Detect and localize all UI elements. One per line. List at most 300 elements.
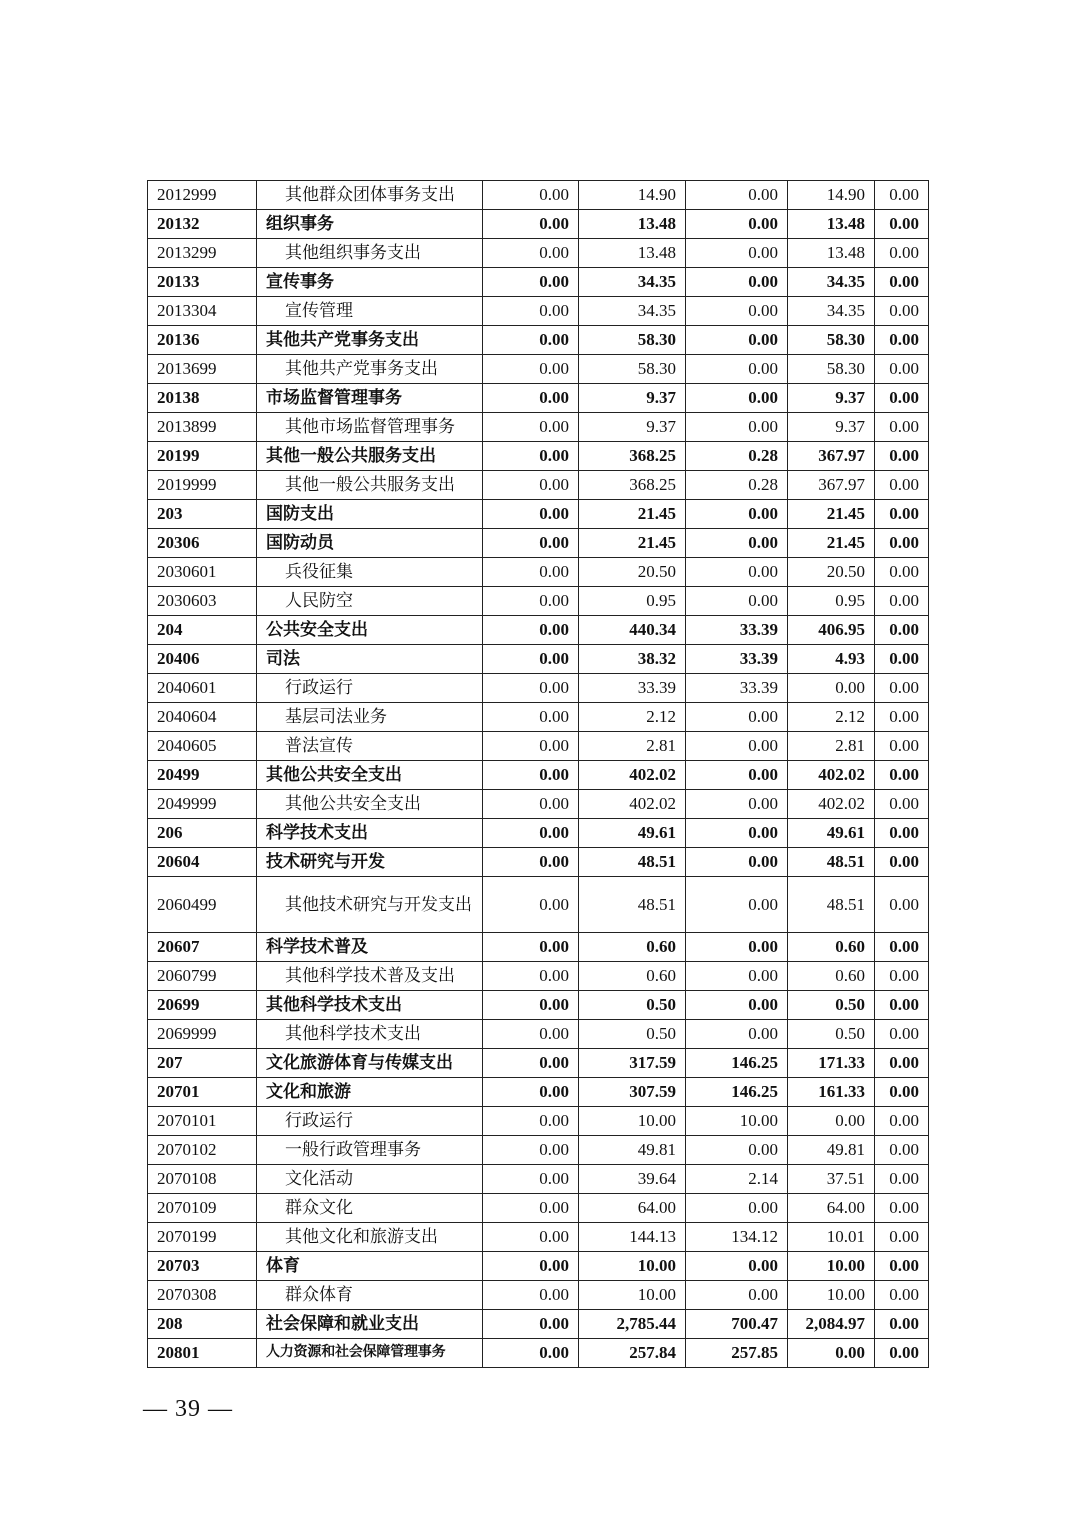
value-cell-5: 0.00 (875, 1165, 929, 1194)
value-cell-4: 0.50 (788, 1020, 875, 1049)
table-row (148, 991, 929, 1020)
name-cell: 其他一般公共服务支出 (257, 471, 483, 500)
value-cell-3: 0.00 (686, 326, 788, 355)
value-cell-4: 9.37 (788, 384, 875, 413)
value-cell-4: 9.37 (788, 413, 875, 442)
value-cell-2: 64.00 (579, 1194, 686, 1223)
value-cell-1: 0.00 (483, 1339, 579, 1368)
table-row (148, 819, 929, 848)
code-cell: 20406 (148, 645, 257, 674)
value-cell-5: 0.00 (875, 1310, 929, 1339)
value-cell-3: 0.00 (686, 181, 788, 210)
value-cell-4: 2.12 (788, 703, 875, 732)
name-cell: 国防动员 (257, 529, 483, 558)
value-cell-5: 0.00 (875, 991, 929, 1020)
table-row (148, 297, 929, 326)
name-cell: 其他科学技术支出 (257, 1020, 483, 1049)
code-cell: 2019999 (148, 471, 257, 500)
value-cell-4: 49.81 (788, 1136, 875, 1165)
code-cell: 2060799 (148, 962, 257, 991)
value-cell-3: 134.12 (686, 1223, 788, 1252)
value-cell-2: 0.60 (579, 933, 686, 962)
table-row (148, 239, 929, 268)
code-cell: 20607 (148, 933, 257, 962)
code-cell: 2030603 (148, 587, 257, 616)
value-cell-4: 4.93 (788, 645, 875, 674)
code-cell: 2012999 (148, 181, 257, 210)
value-cell-5: 0.00 (875, 848, 929, 877)
value-cell-5: 0.00 (875, 355, 929, 384)
table-row (148, 790, 929, 819)
value-cell-4: 10.01 (788, 1223, 875, 1252)
value-cell-1: 0.00 (483, 848, 579, 877)
value-cell-4: 13.48 (788, 239, 875, 268)
code-cell: 20138 (148, 384, 257, 413)
value-cell-2: 49.61 (579, 819, 686, 848)
value-cell-1: 0.00 (483, 1078, 579, 1107)
code-cell: 20699 (148, 991, 257, 1020)
value-cell-3: 146.25 (686, 1049, 788, 1078)
value-cell-5: 0.00 (875, 703, 929, 732)
value-cell-5: 0.00 (875, 1194, 929, 1223)
value-cell-3: 0.00 (686, 1281, 788, 1310)
code-cell: 2013899 (148, 413, 257, 442)
value-cell-1: 0.00 (483, 877, 579, 933)
value-cell-2: 13.48 (579, 210, 686, 239)
value-cell-5: 0.00 (875, 790, 929, 819)
code-cell: 20499 (148, 761, 257, 790)
value-cell-5: 0.00 (875, 616, 929, 645)
name-cell: 普法宣传 (257, 732, 483, 761)
budget-table (147, 180, 929, 1368)
value-cell-1: 0.00 (483, 1020, 579, 1049)
table-row (148, 1165, 929, 1194)
name-cell: 行政运行 (257, 1107, 483, 1136)
table-row (148, 326, 929, 355)
value-cell-1: 0.00 (483, 181, 579, 210)
value-cell-1: 0.00 (483, 1223, 579, 1252)
value-cell-5: 0.00 (875, 819, 929, 848)
name-cell: 科学技术支出 (257, 819, 483, 848)
name-cell: 人民防空 (257, 587, 483, 616)
code-cell: 20801 (148, 1339, 257, 1368)
name-cell: 其他公共安全支出 (257, 790, 483, 819)
value-cell-4: 0.95 (788, 587, 875, 616)
table-row (148, 848, 929, 877)
value-cell-4: 14.90 (788, 181, 875, 210)
value-cell-2: 10.00 (579, 1281, 686, 1310)
value-cell-1: 0.00 (483, 1281, 579, 1310)
value-cell-2: 0.95 (579, 587, 686, 616)
value-cell-3: 0.00 (686, 413, 788, 442)
name-cell: 人力资源和社会保障管理事务 (257, 1339, 483, 1368)
value-cell-3: 0.00 (686, 587, 788, 616)
name-cell: 国防支出 (257, 500, 483, 529)
name-cell: 科学技术普及 (257, 933, 483, 962)
value-cell-3: 0.00 (686, 268, 788, 297)
table-row (148, 442, 929, 471)
value-cell-5: 0.00 (875, 674, 929, 703)
value-cell-4: 0.00 (788, 674, 875, 703)
code-cell: 2040605 (148, 732, 257, 761)
value-cell-3: 0.00 (686, 355, 788, 384)
name-cell: 其他群众团体事务支出 (257, 181, 483, 210)
value-cell-1: 0.00 (483, 1165, 579, 1194)
value-cell-4: 2.81 (788, 732, 875, 761)
table-row (148, 1339, 929, 1368)
table-row (148, 471, 929, 500)
value-cell-4: 367.97 (788, 471, 875, 500)
value-cell-3: 0.00 (686, 239, 788, 268)
value-cell-3: 700.47 (686, 1310, 788, 1339)
code-cell: 2040601 (148, 674, 257, 703)
value-cell-4: 21.45 (788, 500, 875, 529)
table-row (148, 529, 929, 558)
value-cell-5: 0.00 (875, 1136, 929, 1165)
value-cell-4: 20.50 (788, 558, 875, 587)
value-cell-3: 0.00 (686, 1020, 788, 1049)
table-row (148, 962, 929, 991)
code-cell: 2070199 (148, 1223, 257, 1252)
value-cell-3: 146.25 (686, 1078, 788, 1107)
value-cell-4: 402.02 (788, 761, 875, 790)
value-cell-1: 0.00 (483, 645, 579, 674)
table-row (148, 703, 929, 732)
table-row (148, 413, 929, 442)
value-cell-4: 0.00 (788, 1339, 875, 1368)
value-cell-1: 0.00 (483, 326, 579, 355)
value-cell-4: 161.33 (788, 1078, 875, 1107)
value-cell-2: 402.02 (579, 790, 686, 819)
code-cell: 2070109 (148, 1194, 257, 1223)
table-row (148, 616, 929, 645)
code-cell: 2030601 (148, 558, 257, 587)
table-row (148, 500, 929, 529)
name-cell: 其他市场监督管理事务 (257, 413, 483, 442)
value-cell-4: 58.30 (788, 326, 875, 355)
value-cell-4: 406.95 (788, 616, 875, 645)
value-cell-1: 0.00 (483, 819, 579, 848)
value-cell-5: 0.00 (875, 210, 929, 239)
code-cell: 204 (148, 616, 257, 645)
value-cell-3: 0.00 (686, 962, 788, 991)
name-cell: 宣传管理 (257, 297, 483, 326)
code-cell: 2060499 (148, 877, 257, 933)
name-cell: 公共安全支出 (257, 616, 483, 645)
table-row (148, 761, 929, 790)
value-cell-5: 0.00 (875, 1281, 929, 1310)
name-cell: 其他一般公共服务支出 (257, 442, 483, 471)
value-cell-2: 48.51 (579, 848, 686, 877)
value-cell-1: 0.00 (483, 933, 579, 962)
value-cell-1: 0.00 (483, 1252, 579, 1281)
name-cell: 技术研究与开发 (257, 848, 483, 877)
value-cell-1: 0.00 (483, 732, 579, 761)
value-cell-3: 33.39 (686, 616, 788, 645)
value-cell-4: 48.51 (788, 848, 875, 877)
value-cell-5: 0.00 (875, 1020, 929, 1049)
value-cell-2: 48.51 (579, 877, 686, 933)
value-cell-1: 0.00 (483, 471, 579, 500)
name-cell: 其他公共安全支出 (257, 761, 483, 790)
value-cell-1: 0.00 (483, 587, 579, 616)
value-cell-4: 10.00 (788, 1252, 875, 1281)
value-cell-5: 0.00 (875, 1223, 929, 1252)
name-cell: 一般行政管理事务 (257, 1136, 483, 1165)
value-cell-3: 0.00 (686, 297, 788, 326)
value-cell-5: 0.00 (875, 962, 929, 991)
table-row (148, 1049, 929, 1078)
value-cell-3: 0.00 (686, 558, 788, 587)
table-row (148, 1310, 929, 1339)
code-cell: 2070102 (148, 1136, 257, 1165)
value-cell-5: 0.00 (875, 645, 929, 674)
value-cell-2: 49.81 (579, 1136, 686, 1165)
value-cell-1: 0.00 (483, 1136, 579, 1165)
value-cell-4: 402.02 (788, 790, 875, 819)
name-cell: 群众文化 (257, 1194, 483, 1223)
value-cell-5: 0.00 (875, 877, 929, 933)
value-cell-5: 0.00 (875, 1078, 929, 1107)
value-cell-3: 0.00 (686, 384, 788, 413)
value-cell-3: 0.28 (686, 442, 788, 471)
value-cell-3: 33.39 (686, 674, 788, 703)
name-cell: 兵役征集 (257, 558, 483, 587)
code-cell: 208 (148, 1310, 257, 1339)
value-cell-1: 0.00 (483, 297, 579, 326)
value-cell-5: 0.00 (875, 413, 929, 442)
value-cell-5: 0.00 (875, 326, 929, 355)
value-cell-3: 0.00 (686, 529, 788, 558)
table-row (148, 1223, 929, 1252)
value-cell-4: 64.00 (788, 1194, 875, 1223)
code-cell: 2040604 (148, 703, 257, 732)
value-cell-5: 0.00 (875, 500, 929, 529)
value-cell-1: 0.00 (483, 790, 579, 819)
value-cell-5: 0.00 (875, 558, 929, 587)
name-cell: 文化和旅游 (257, 1078, 483, 1107)
value-cell-3: 0.00 (686, 877, 788, 933)
name-cell: 组织事务 (257, 210, 483, 239)
value-cell-1: 0.00 (483, 703, 579, 732)
value-cell-5: 0.00 (875, 933, 929, 962)
value-cell-4: 0.00 (788, 1107, 875, 1136)
table-body (148, 181, 929, 1368)
value-cell-3: 10.00 (686, 1107, 788, 1136)
value-cell-5: 0.00 (875, 761, 929, 790)
table-row (148, 210, 929, 239)
code-cell: 20703 (148, 1252, 257, 1281)
code-cell: 20133 (148, 268, 257, 297)
value-cell-5: 0.00 (875, 1049, 929, 1078)
code-cell: 2013304 (148, 297, 257, 326)
name-cell: 其他科学技术普及支出 (257, 962, 483, 991)
value-cell-3: 0.00 (686, 500, 788, 529)
name-cell: 文化旅游体育与传媒支出 (257, 1049, 483, 1078)
value-cell-4: 21.45 (788, 529, 875, 558)
value-cell-3: 0.00 (686, 991, 788, 1020)
table-row (148, 1194, 929, 1223)
value-cell-3: 0.00 (686, 1136, 788, 1165)
value-cell-2: 368.25 (579, 442, 686, 471)
value-cell-4: 367.97 (788, 442, 875, 471)
value-cell-4: 37.51 (788, 1165, 875, 1194)
name-cell: 群众体育 (257, 1281, 483, 1310)
value-cell-3: 0.00 (686, 703, 788, 732)
value-cell-2: 0.60 (579, 962, 686, 991)
value-cell-1: 0.00 (483, 529, 579, 558)
name-cell: 社会保障和就业支出 (257, 1310, 483, 1339)
table-row (148, 1020, 929, 1049)
value-cell-1: 0.00 (483, 210, 579, 239)
value-cell-3: 0.00 (686, 848, 788, 877)
table-row (148, 587, 929, 616)
value-cell-3: 0.00 (686, 1252, 788, 1281)
value-cell-2: 10.00 (579, 1107, 686, 1136)
value-cell-3: 0.28 (686, 471, 788, 500)
code-cell: 2070101 (148, 1107, 257, 1136)
name-cell: 宣传事务 (257, 268, 483, 297)
value-cell-2: 14.90 (579, 181, 686, 210)
value-cell-3: 0.00 (686, 1194, 788, 1223)
value-cell-1: 0.00 (483, 442, 579, 471)
table-row (148, 268, 929, 297)
value-cell-1: 0.00 (483, 991, 579, 1020)
value-cell-2: 34.35 (579, 268, 686, 297)
value-cell-4: 0.60 (788, 962, 875, 991)
value-cell-2: 9.37 (579, 384, 686, 413)
code-cell: 20701 (148, 1078, 257, 1107)
name-cell: 体育 (257, 1252, 483, 1281)
code-cell: 2013299 (148, 239, 257, 268)
value-cell-4: 34.35 (788, 268, 875, 297)
value-cell-2: 58.30 (579, 326, 686, 355)
value-cell-4: 171.33 (788, 1049, 875, 1078)
value-cell-2: 368.25 (579, 471, 686, 500)
value-cell-5: 0.00 (875, 587, 929, 616)
value-cell-3: 0.00 (686, 210, 788, 239)
name-cell: 市场监督管理事务 (257, 384, 483, 413)
value-cell-3: 257.85 (686, 1339, 788, 1368)
value-cell-1: 0.00 (483, 355, 579, 384)
table-row (148, 181, 929, 210)
code-cell: 20199 (148, 442, 257, 471)
value-cell-4: 13.48 (788, 210, 875, 239)
value-cell-3: 0.00 (686, 790, 788, 819)
name-cell: 其他科学技术支出 (257, 991, 483, 1020)
value-cell-1: 0.00 (483, 674, 579, 703)
name-cell: 基层司法业务 (257, 703, 483, 732)
value-cell-2: 21.45 (579, 500, 686, 529)
value-cell-5: 0.00 (875, 181, 929, 210)
code-cell: 2013699 (148, 355, 257, 384)
value-cell-3: 33.39 (686, 645, 788, 674)
code-cell: 2070308 (148, 1281, 257, 1310)
code-cell: 20136 (148, 326, 257, 355)
name-cell: 其他共产党事务支出 (257, 355, 483, 384)
value-cell-1: 0.00 (483, 558, 579, 587)
value-cell-2: 402.02 (579, 761, 686, 790)
value-cell-2: 0.50 (579, 1020, 686, 1049)
value-cell-4: 0.50 (788, 991, 875, 1020)
table-row (148, 384, 929, 413)
value-cell-4: 48.51 (788, 877, 875, 933)
table-row (148, 933, 929, 962)
value-cell-2: 317.59 (579, 1049, 686, 1078)
table-row (148, 877, 929, 933)
value-cell-1: 0.00 (483, 962, 579, 991)
table-row (148, 1252, 929, 1281)
code-cell: 2069999 (148, 1020, 257, 1049)
code-cell: 206 (148, 819, 257, 848)
value-cell-2: 13.48 (579, 239, 686, 268)
value-cell-5: 0.00 (875, 732, 929, 761)
value-cell-2: 440.34 (579, 616, 686, 645)
value-cell-5: 0.00 (875, 239, 929, 268)
name-cell: 其他共产党事务支出 (257, 326, 483, 355)
table-row (148, 1281, 929, 1310)
value-cell-2: 20.50 (579, 558, 686, 587)
name-cell: 行政运行 (257, 674, 483, 703)
value-cell-5: 0.00 (875, 529, 929, 558)
value-cell-5: 0.00 (875, 1107, 929, 1136)
value-cell-1: 0.00 (483, 384, 579, 413)
value-cell-1: 0.00 (483, 761, 579, 790)
name-cell: 文化活动 (257, 1165, 483, 1194)
value-cell-1: 0.00 (483, 616, 579, 645)
value-cell-4: 10.00 (788, 1281, 875, 1310)
table-row (148, 558, 929, 587)
value-cell-2: 144.13 (579, 1223, 686, 1252)
code-cell: 207 (148, 1049, 257, 1078)
value-cell-5: 0.00 (875, 297, 929, 326)
value-cell-4: 49.61 (788, 819, 875, 848)
value-cell-1: 0.00 (483, 1049, 579, 1078)
page-number: — 39 — (143, 1396, 233, 1422)
name-cell: 司法 (257, 645, 483, 674)
value-cell-4: 0.60 (788, 933, 875, 962)
code-cell: 20604 (148, 848, 257, 877)
value-cell-5: 0.00 (875, 471, 929, 500)
name-cell: 其他组织事务支出 (257, 239, 483, 268)
value-cell-3: 0.00 (686, 761, 788, 790)
value-cell-3: 2.14 (686, 1165, 788, 1194)
value-cell-1: 0.00 (483, 1194, 579, 1223)
value-cell-3: 0.00 (686, 819, 788, 848)
value-cell-2: 9.37 (579, 413, 686, 442)
value-cell-2: 0.50 (579, 991, 686, 1020)
value-cell-2: 38.32 (579, 645, 686, 674)
value-cell-3: 0.00 (686, 732, 788, 761)
value-cell-1: 0.00 (483, 413, 579, 442)
table-row (148, 1078, 929, 1107)
value-cell-2: 2.81 (579, 732, 686, 761)
value-cell-5: 0.00 (875, 384, 929, 413)
code-cell: 2049999 (148, 790, 257, 819)
value-cell-1: 0.00 (483, 239, 579, 268)
value-cell-4: 2,084.97 (788, 1310, 875, 1339)
value-cell-1: 0.00 (483, 500, 579, 529)
value-cell-1: 0.00 (483, 268, 579, 297)
table-row (148, 1136, 929, 1165)
value-cell-2: 39.64 (579, 1165, 686, 1194)
value-cell-1: 0.00 (483, 1310, 579, 1339)
value-cell-2: 10.00 (579, 1252, 686, 1281)
code-cell: 203 (148, 500, 257, 529)
value-cell-2: 34.35 (579, 297, 686, 326)
value-cell-2: 307.59 (579, 1078, 686, 1107)
value-cell-4: 34.35 (788, 297, 875, 326)
